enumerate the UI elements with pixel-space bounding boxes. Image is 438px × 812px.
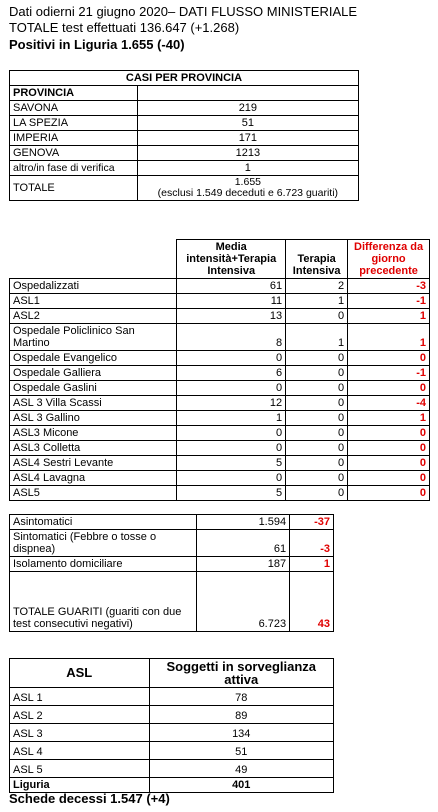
row-label: ASL3 Micone (10, 426, 177, 441)
row-label: Asintomatici (10, 515, 197, 530)
province-table-title: CASI PER PROVINCIA (10, 71, 359, 86)
row-label: Ospedale Galliera (10, 366, 177, 381)
row-label: ASL 3 Gallino (10, 411, 177, 426)
province-value: 1 (137, 161, 358, 176)
surveillance-total-value: 401 (149, 778, 334, 793)
cell-terapia: 0 (286, 381, 348, 396)
table-row (10, 441, 430, 456)
table-row (10, 324, 430, 351)
row-label: ASL5 (10, 486, 177, 501)
table-row (10, 688, 334, 706)
cell-diff: -1 (348, 294, 430, 309)
status-total-label: TOTALE GUARITI (guariti con due test consecutivi negativi) (10, 572, 197, 632)
surveillance-table (9, 658, 334, 793)
table-row (10, 131, 359, 146)
province-value: 219 (137, 101, 358, 116)
table-row (10, 381, 430, 396)
cell-diff: -3 (290, 530, 334, 557)
cell-media: 11 (177, 294, 286, 309)
table-row (10, 351, 430, 366)
province-value: 51 (137, 116, 358, 131)
cell-media: 1 (177, 411, 286, 426)
hospital-table (9, 239, 430, 501)
table-row (10, 557, 334, 572)
surveillance-col-asl: ASL (10, 659, 150, 688)
table-row (10, 101, 359, 116)
footer-text: Schede decessi 1.547 (+4) (9, 791, 170, 806)
cell-diff: 1 (348, 411, 430, 426)
cell-terapia: 0 (286, 366, 348, 381)
cell-diff: 0 (348, 381, 430, 396)
table-row (10, 426, 430, 441)
row-label: ASL4 Lavagna (10, 471, 177, 486)
cell-diff: 1 (290, 557, 334, 572)
cell-media: 12 (177, 396, 286, 411)
province-total-note: (esclusi 1.549 deceduti e 6.723 guariti) (157, 187, 339, 199)
cell-terapia: 0 (286, 441, 348, 456)
table-row (10, 724, 334, 742)
row-label: Isolamento domiciliare (10, 557, 197, 572)
cell-diff: 0 (348, 426, 430, 441)
table-row (10, 515, 334, 530)
hospital-col-media: Media intensità+Terapia Intensiva (177, 240, 286, 279)
row-label: ASL3 Colletta (10, 441, 177, 456)
cell-value: 51 (149, 742, 334, 760)
row-label: ASL 2 (10, 706, 150, 724)
province-name: IMPERIA (10, 131, 138, 146)
row-label: Sintomatici (Febbre o tosse o dispnea) (10, 530, 197, 557)
cell-media: 61 (177, 279, 286, 294)
status-table (9, 514, 334, 632)
cell-terapia: 0 (286, 471, 348, 486)
cell-terapia: 0 (286, 309, 348, 324)
province-name: LA SPEZIA (10, 116, 138, 131)
province-name: GENOVA (10, 146, 138, 161)
cell-media: 6 (177, 366, 286, 381)
cell-diff: -3 (348, 279, 430, 294)
header-line-3: Positivi in Liguria 1.655 (-40) (9, 37, 185, 52)
cell-terapia: 1 (286, 294, 348, 309)
cell-diff: 0 (348, 471, 430, 486)
cell-diff: 0 (348, 441, 430, 456)
cell-diff: -1 (348, 366, 430, 381)
header-line-2: TOTALE test effettuati 136.647 (+1.268) (9, 20, 240, 35)
row-label: ASL 5 (10, 760, 150, 778)
row-label: ASL 3 (10, 724, 150, 742)
province-total-row (10, 176, 359, 201)
table-row (10, 146, 359, 161)
row-label: ASL 3 Villa Scassi (10, 396, 177, 411)
province-value: 171 (137, 131, 358, 146)
cell-diff: 0 (348, 351, 430, 366)
cell-media: 0 (177, 351, 286, 366)
cell-diff: 0 (348, 456, 430, 471)
hospital-col-diff: Differenza da giorno precedente (348, 240, 430, 279)
cell-value: 49 (149, 760, 334, 778)
cell-media: 0 (177, 471, 286, 486)
cell-diff: -4 (348, 396, 430, 411)
table-row (10, 530, 334, 557)
surveillance-col-soggetti: Soggetti in sorveglianza attiva (149, 659, 334, 688)
cell-value: 78 (149, 688, 334, 706)
province-table (9, 70, 359, 201)
cell-diff: -37 (290, 515, 334, 530)
row-label: ASL 1 (10, 688, 150, 706)
cell-media: 0 (177, 381, 286, 396)
row-label: Ospedale Evangelico (10, 351, 177, 366)
province-total-cell (137, 176, 358, 201)
table-row (10, 706, 334, 724)
status-total-value: 6.723 (197, 572, 290, 632)
table-row (10, 471, 430, 486)
cell-terapia: 0 (286, 411, 348, 426)
cell-terapia: 0 (286, 456, 348, 471)
table-row (10, 309, 430, 324)
cell-media: 13 (177, 309, 286, 324)
cell-value: 61 (197, 530, 290, 557)
cell-media: 8 (177, 324, 286, 351)
table-row (10, 760, 334, 778)
province-total-label: TOTALE (10, 176, 138, 201)
row-label: Ospedale Gaslini (10, 381, 177, 396)
table-row (10, 294, 430, 309)
hospital-col-terapia: Terapia Intensiva (286, 240, 348, 279)
table-row (10, 486, 430, 501)
table-row (10, 161, 359, 176)
status-total-row (10, 572, 334, 632)
cell-value: 1.594 (197, 515, 290, 530)
row-label: Ospedale Policlinico San Martino (10, 324, 177, 351)
cell-diff: 0 (348, 486, 430, 501)
cell-media: 5 (177, 456, 286, 471)
cell-value: 134 (149, 724, 334, 742)
cell-diff: 1 (348, 324, 430, 351)
status-total-diff: 43 (290, 572, 334, 632)
cell-media: 0 (177, 426, 286, 441)
cell-value: 187 (197, 557, 290, 572)
province-name: SAVONA (10, 101, 138, 116)
cell-diff: 1 (348, 309, 430, 324)
surveillance-total-label: Liguria (10, 778, 150, 793)
province-col-header: PROVINCIA (10, 86, 138, 101)
cell-terapia: 1 (286, 324, 348, 351)
cell-value: 89 (149, 706, 334, 724)
cell-terapia: 0 (286, 396, 348, 411)
table-row (10, 279, 430, 294)
row-label: ASL1 (10, 294, 177, 309)
province-name: altro/in fase di verifica (10, 161, 138, 176)
cell-media: 0 (177, 441, 286, 456)
table-row (10, 116, 359, 131)
cell-terapia: 0 (286, 351, 348, 366)
table-row (10, 411, 430, 426)
row-label: Ospedalizzati (10, 279, 177, 294)
row-label: ASL 4 (10, 742, 150, 760)
table-row (10, 742, 334, 760)
table-row (10, 396, 430, 411)
row-label: ASL2 (10, 309, 177, 324)
cell-terapia: 2 (286, 279, 348, 294)
cell-media: 5 (177, 486, 286, 501)
cell-terapia: 0 (286, 426, 348, 441)
table-row (10, 366, 430, 381)
row-label: ASL4 Sestri Levante (10, 456, 177, 471)
table-row (10, 456, 430, 471)
header-line-1: Dati odierni 21 giugno 2020– DATI FLUSSO MINISTERIALE (9, 4, 358, 19)
cell-terapia: 0 (286, 486, 348, 501)
province-total-value: 1.655 (234, 176, 261, 188)
province-value: 1213 (137, 146, 358, 161)
